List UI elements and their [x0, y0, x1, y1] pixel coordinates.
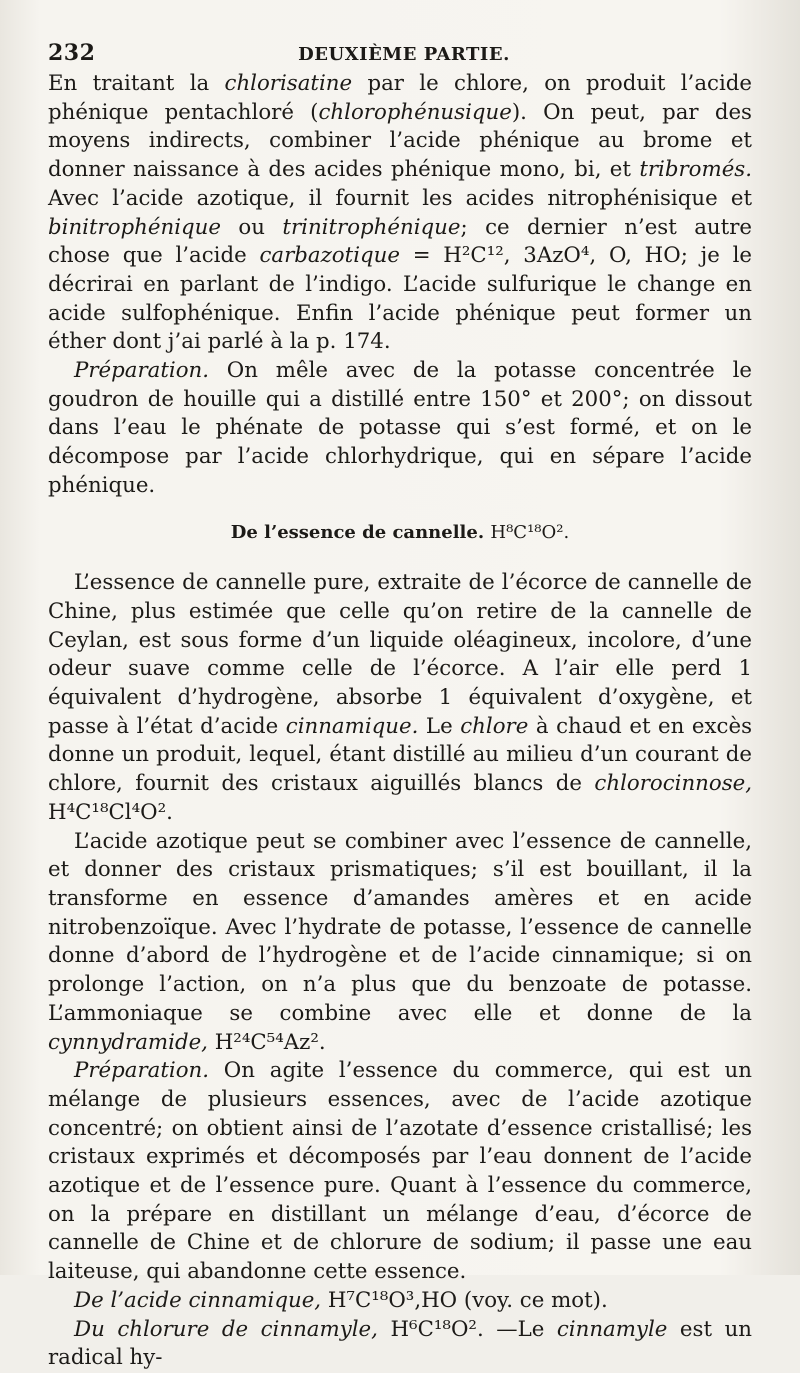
paragraph-nitric-acid: L’acide azotique peut se combiner avec l’essence de cannelle, et donner des cristaux prismatiques; s’il est bouillant, il la transforme en essence d’amandes amères et en acide nitrobenzoïque. Avec l’hydrate de potasse, l’essence de cannelle donne d’abord de l’hydrogène et de l’acide cinnamique; si on prolonge l’action, on n’a plus que du benzoate de potasse. L’ammoniaque se combine avec elle et donne de la cynnydramide, H²⁴C⁵⁴Az².: [48, 828, 752, 1055]
section-heading: [48, 519, 752, 548]
paragraph-preparation-essence: Préparation. On agite l’essence du commerce, qui est un mélange de plusieurs essences, avec de l’acide azotique concentré; on obtient ainsi de l’azotate d’essence cristallisé; les cristaux exprimés et décomposés par l’eau donnent de l’acide azotique et de l’essence pure. Quant à l’essence du commerce, on la prépare en distillant un mélange d’eau, d’écorce de cannelle de Chine et de chlorure de sodium; il passe une eau laiteuse, qui abandonne cette essence.: [48, 1058, 752, 1285]
paragraph-cinnamic-acid: De l’acide cinnamique, H⁷C¹⁸O³,HO (voy. ce mot).: [74, 1287, 608, 1313]
paragraph-cinnamyl-chloride: Du chlorure de cinnamyle, H⁶C¹⁸O². —Le cinnamyle est un radical hy-: [48, 1316, 752, 1371]
page-number: 232: [48, 40, 96, 66]
running-title: DEUXIÈME PARTIE.: [298, 44, 510, 65]
page-header: [48, 40, 760, 70]
preparation-label: Préparation.: [74, 1058, 209, 1084]
section-formula: H⁸C¹⁸O².: [490, 521, 570, 543]
paragraph-phenic-acid-derivatives: En traitant la chlorisatine par le chlore, on produit l’acide phénique pentachloré (chlorophénusique). On peut, par des moyens indirects, combiner l’acide phénique au brome et donner naissance à des acides phénique mono, bi, et tribromés. Avec l’acide azotique, il fournit les acides nitrophénisique et binitrophénique ou trinitrophénique; ce dernier n’est autre chose que l’acide carbazotique = H²C¹², 3AzO⁴, O, HO; je le décrirai en parlant de l’indigo. L’acide sulfurique le change en acide sulfophénique. Enfin l’acide phénique peut former un éther dont j’ai parlé à la p. 174.: [48, 71, 752, 355]
section-title: De l’essence de cannelle.: [230, 521, 485, 543]
paragraph-cinnamon-essence: L’essence de cannelle pure, extraite de l’écorce de cannelle de Chine, plus estimée que celle qu’on retire de la cannelle de Ceylan, est sous forme d’un liquide oléagineux, incolore, d’une odeur suave comme celle de l’écorce. A l’air elle perd 1 équivalent d’hydrogène, absorbe 1 équivalent d’oxygène, et passe à l’état d’acide cinnamique. Le chlore à chaud et en excès donne un produit, lequel, étant distillé au milieu d’un courant de chlore, fournit des cristaux aiguillés blancs de chlorocinnose, H⁴C¹⁸Cl⁴O².: [48, 570, 752, 825]
body-text: [48, 70, 752, 1373]
paragraph-preparation-phenic: Préparation. On mêle avec de la potasse concentrée le goudron de houille qui a distillé entre 150° et 200°; on dissout dans l’eau le phénate de potasse qui s’est formé, et on le décompose par l’acide chlorhydrique, qui en sépare l’acide phénique.: [48, 358, 752, 498]
preparation-label: Préparation.: [74, 358, 209, 384]
